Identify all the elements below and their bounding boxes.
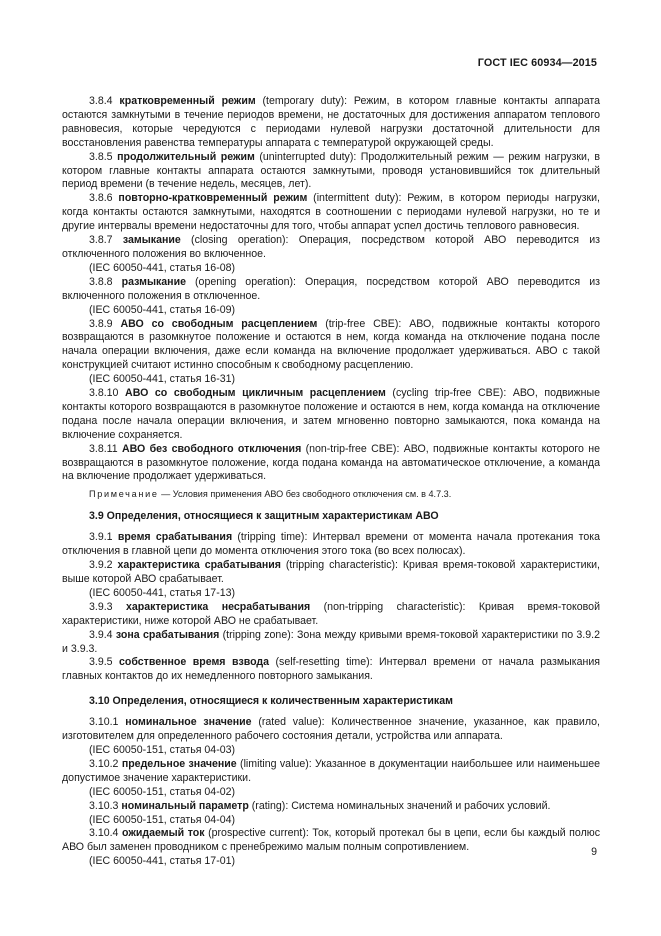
definition-3-9-2: 3.9.2 характеристика срабатывания (tripping characteristic): Кривая время-токовой характеристики, выше которой АВО срабатывает. [62, 559, 600, 585]
definition-3-10-3: 3.10.3 номинальный параметр (rating): Система номинальных значений и рабочих условий. [89, 799, 551, 812]
term: собственное время взвода [119, 656, 270, 669]
definition-3-8-9: 3.8.9 АВО со свободным расцеплением (trip-free CBE): АВО, подвижные контакты которого возвращаются в разомкнутое положение и остаются в нем, когда команда на отключение подана после начала операции включения, даже если команда на включение продолжает удерживаться. АВО с такой конструкцией считают истинно способным к свободному расцеплению. [62, 317, 600, 372]
term: характеристика срабатывания [117, 559, 281, 572]
reference: (IEC 60050-151, статья 04-02) [89, 785, 236, 798]
term: повторно-кратковременный режим [118, 192, 308, 205]
definition-3-8-6: 3.8.6 повторно-кратковременный режим (intermittent duty): Режим, в котором периоды нагрузки, когда контакты остаются замкнутыми, находятся в соотношении с периодами нулевой нагрузки, но те и другие интервалы времени недостаточны для того, чтобы аппарат успел достичь теплового равновесия. [62, 192, 600, 233]
term: кратковременный режим [119, 95, 256, 107]
reference: (IEC 60050-441, статья 17-13) [89, 586, 236, 599]
reference: (IEC 60050-151, статья 04-04) [89, 813, 236, 826]
page-number: 9 [591, 846, 597, 858]
note-label: Примечание [89, 489, 159, 500]
definition-3-9-1: 3.9.1 время срабатывания (tripping time): Интервал времени от момента начала протекания тока отключения в главной цепи до момента отключения этого тока (во всех полюсах). [62, 531, 600, 558]
definition-3-10-2: 3.10.2 предельное значение (limiting value): Указанное в документации наибольшее или наименьшее допустимое значение характеристики. [62, 757, 600, 784]
definition-3-10-1: 3.10.1 номинальное значение (rated value): Количественное значение, указанное, как правило, изготовителем для определенного рабочего состояния детали, устройства или аппарата. [62, 716, 600, 743]
term: номинальный параметр [121, 799, 249, 812]
definition-3-8-10: 3.8.10 АВО со свободным цикличным расцеплением (cycling trip-free CBE): АВО, подвижные контакты которого возвращаются в разомкнутое положение и остаются в нем, когда команда на отключение подана после начала операции включения, и затем мгновенно повторно замыкаются, пока команда на включение сохраняется. [62, 387, 600, 441]
reference: (IEC 60050-441, статья 16-08) [89, 261, 236, 274]
reference: (IEC 60050-151, статья 04-03) [89, 743, 236, 756]
definition-3-9-3: 3.9.3 характеристика несрабатывания (non-tripping characteristic): Кривая время-токовой характеристики, ниже которой АВО не срабатывает. [62, 600, 600, 627]
term: АВО со свободным расцеплением [120, 317, 318, 330]
term: ожидаемый ток [122, 827, 205, 840]
definition-3-8-7: 3.8.7 замыкание (closing operation): Операция, посредством которой АВО переводится из отключенного положения во включенное. [62, 234, 600, 260]
definition-3-8-5: 3.8.5 продолжительный режим (uninterrupted duty): Продолжительный режим — режим нагрузки, в котором главные контакты аппарата остаются замкнутыми, проводя установившийся ток длительный период времени (в течение недель, месяцев, лет). [62, 150, 601, 191]
term: время срабатывания [117, 531, 233, 544]
definition-3-8-8: 3.8.8 размыкание (opening operation): Операция, посредством которой АВО переводится из включенного положения в отключенное. [62, 275, 600, 302]
definition-3-8-11: 3.8.11 АВО без свободного отключения (non-trip-free CBE): АВО, подвижные контакты которого не возвращаются в разомкнутое положение, когда подана команда на автоматическое отключение, а команда на включение продолжает удерживаться. [62, 442, 600, 483]
definition-3-9-5: 3.9.5 собственное время взвода (self-resetting time): Интервал времени от начала размыкания главных контактов до их немедленного повторного замыкания. [62, 656, 600, 683]
page-body [62, 95, 600, 869]
term: АВО без свободного отключения [122, 442, 302, 455]
definition-3-10-4: 3.10.4 ожидаемый ток (prospective current): Ток, который протекал бы в цепи, если бы каждый полюс АВО был заменен проводником с пренебрежимо малым полным сопротивлением. [62, 827, 600, 854]
term: продолжительный режим [117, 150, 255, 163]
term: предельное значение [121, 757, 237, 770]
definition-3-8-4: 3.8.4 кратковременный режим (temporary duty): Режим, в котором главные контакты аппарата остаются замкнутыми в течение периодов времени, не достаточных для достижения аппаратом теплового равновесия, которые чередуются с периодами нулевой нагрузки достаточной длительности для восстановления равенства температуры аппарата с температурой окружающей среды. [62, 95, 600, 149]
document-code-header: ГОСТ IEC 60934—2015 [477, 57, 597, 69]
reference: (IEC 60050-441, статья 17-01) [89, 855, 236, 868]
term: номинальное значение [125, 716, 252, 729]
reference: (IEC 60050-441, статья 16-31) [89, 373, 236, 386]
term: размыкание [121, 275, 186, 288]
reference: (IEC 60050-441, статья 16-09) [89, 303, 236, 316]
section-heading-3-10: 3.10 Определения, относящиеся к количественным характеристикам [89, 695, 453, 708]
definition-3-9-4: 3.9.4 зона срабатывания (tripping zone): Зона между кривыми время-токовой характеристики по 3.9.2 и 3.9.3. [62, 628, 600, 655]
note: Примечание — Условия применения АВО без свободного отключения см. в 4.7.3. [89, 489, 452, 500]
term: зона срабатывания [115, 628, 220, 641]
term: АВО со свободным цикличным расцеплением [125, 387, 386, 400]
section-heading-3-9: 3.9 Определения, относящиеся к защитным характеристикам АВО [89, 510, 439, 523]
term: замыкание [122, 234, 181, 247]
term: характеристика несрабатывания [126, 600, 311, 613]
